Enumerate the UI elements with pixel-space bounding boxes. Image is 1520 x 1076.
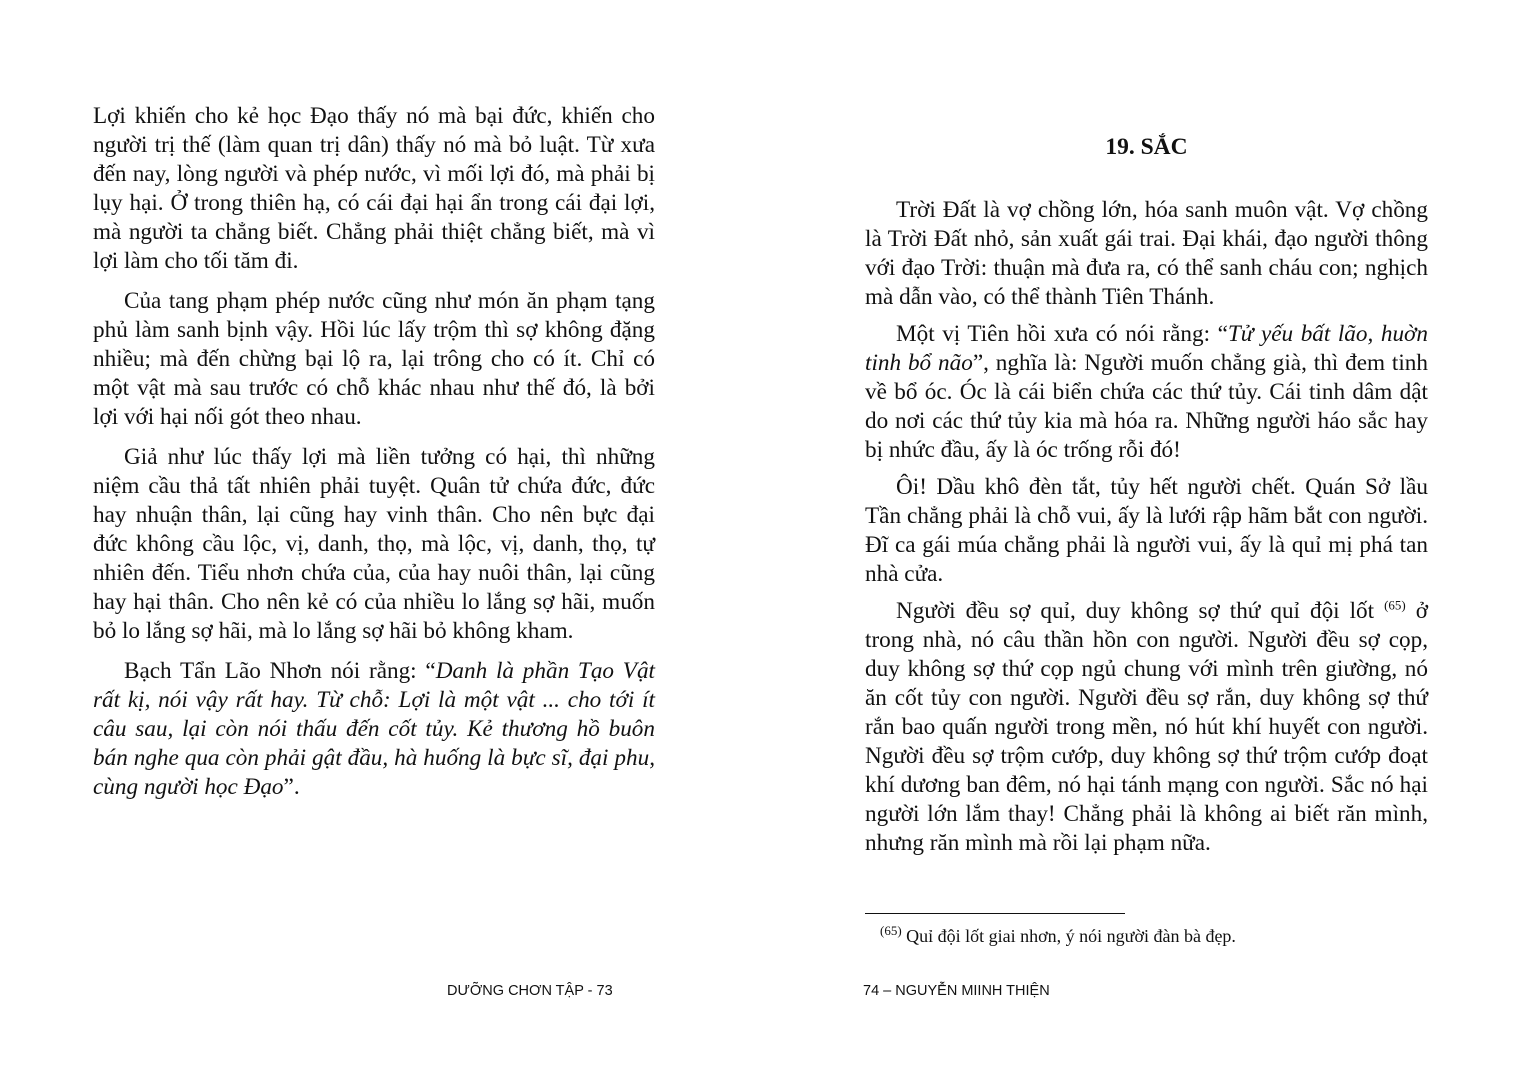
right-paragraph-4	[865, 597, 1428, 858]
footnote-divider	[865, 913, 1125, 914]
footnote-reference[interactable]: (65)	[1384, 597, 1406, 613]
left-paragraph-4	[93, 657, 655, 802]
right-paragraph-2	[865, 320, 1428, 465]
footnote-number: (65)	[880, 923, 902, 938]
quote-italic: Danh là phần Tạo Vật rất kị, nói vậy rất hay. Từ chỗ: Lợi là một vật ... cho tới ít câu sau, lại còn nói thấu đến cốt tủy. Kẻ thương hồ buôn bán nghe qua còn phải gật đầu, hà huống là bực sĩ, đại phu, cùng người học Đạo	[93, 658, 655, 800]
paragraph-text-rest: ở trong nhà, nó câu thần hồn con người. Người đều sợ cọp, duy không sợ thứ cọp ngủ chung với mình trên giường, nó ăn cốt tủy con người. Người đều sợ rắn, duy không sợ thứ rắn bao quấn người trong mền, nó hút khí huyết con người. Người đều sợ trộm cướp, duy không sợ thứ trộm cướp đoạt khí dương ban đêm, nó hại tánh mạng con người. Sắc nó hại người lớn lắm thay! Chẳng phải là không ai biết răn mình, nhưng răn mình mà rồi lại phạm nữa.	[865, 598, 1429, 856]
chapter-title: 19. SẮC	[1105, 134, 1188, 160]
left-page	[93, 0, 655, 813]
right-page	[865, 0, 1428, 866]
quote-italic: Tử yếu bất lão, huờn tinh bổ não	[865, 321, 1428, 376]
left-page-footer: DƯỠNG CHƠN TẬP - 73	[447, 983, 613, 999]
quote-intro: Bạch Tẩn Lão Nhơn nói rằng: “	[124, 658, 436, 684]
quote-rest: ”, nghĩa là: Người muốn chẳng già, thì đem tinh về bổ óc. Óc là cái biển chứa các thứ tủy. Cái tinh dâm dật do nơi các thứ tủy kia mà hóa ra. Những người háo sắc hay bị nhức đầu, ấy là óc trống rỗi đó!	[865, 350, 1428, 463]
right-paragraph-3: Ôi! Dầu khô đèn tắt, tủy hết người chết. Quán Sở lầu Tần chẳng phải là chỗ vui, ấy là lưới rập hãm bắt con người. Đĩ ca gái múa chẳng phải là người vui, ấy là quỉ mị phá tan nhà cửa.	[865, 474, 1428, 587]
right-paragraph-1: Trời Đất là vợ chồng lớn, hóa sanh muôn vật. Vợ chồng là Trời Đất nhỏ, sản xuất gái trai. Đại khái, đạo người thông với đạo Trời: thuận mà đưa ra, có thể sanh cháu con; nghịch mà dẫn vào, có thể thành Tiên Thánh.	[865, 197, 1428, 310]
quote-close: ”.	[283, 774, 300, 800]
quote-intro: Một vị Tiên hồi xưa có nói rằng: “	[896, 321, 1228, 347]
footnote	[880, 924, 1236, 948]
right-page-footer: 74 – NGUYỄN MIINH THIỆN	[863, 983, 1050, 999]
left-paragraph-3: Giả như lúc thấy lợi mà liền tưởng có hại, thì những niệm cầu thả tất nhiên phải tuyệt. Quân tử chứa đức, đức hay nhuận thân, lại cũng hay vinh thân. Cho nên bực đại đức không cầu lộc, vị, danh, thọ, mà lộc, vị, danh, thọ, tự nhiên đến. Tiểu nhơn chứa của, của hay nuôi thân, lại cũng hay hại thân. Cho nên kẻ có của nhiều lo lắng sợ hãi, muốn bỏ lo lắng sợ hãi, mà lo lắng sợ hãi bỏ không kham.	[93, 444, 655, 644]
left-paragraph-1: Lợi khiến cho kẻ học Đạo thấy nó mà bại đức, khiến cho người trị thế (làm quan trị dân) thấy nó mà bỏ luật. Từ xưa đến nay, lòng người và phép nước, vì mối lợi đó, mà phải bị lụy hại. Ở trong thiên hạ, có cái đại hại ẩn trong cái đại lợi, mà người ta chẳng biết. Chẳng phải thiệt chẳng biết, mà vì lợi làm cho tối tăm đi.	[93, 103, 655, 274]
left-paragraph-2: Của tang phạm phép nước cũng như món ăn phạm tạng phủ làm sanh bịnh vậy. Hồi lúc lấy trộm thì sợ không đặng nhiều; mà đến chừng bại lộ ra, lại trông cho có ít. Chỉ có một vật mà sau trước có chỗ khác nhau như thế đó, là bởi lợi với hại nối gót theo nhau.	[93, 288, 655, 430]
paragraph-text-start: Người đều sợ quỉ, duy không sợ thứ quỉ đội lốt	[896, 598, 1385, 624]
footnote-text: Quỉ đội lốt giai nhơn, ý nói người đàn bà đẹp.	[901, 926, 1236, 946]
